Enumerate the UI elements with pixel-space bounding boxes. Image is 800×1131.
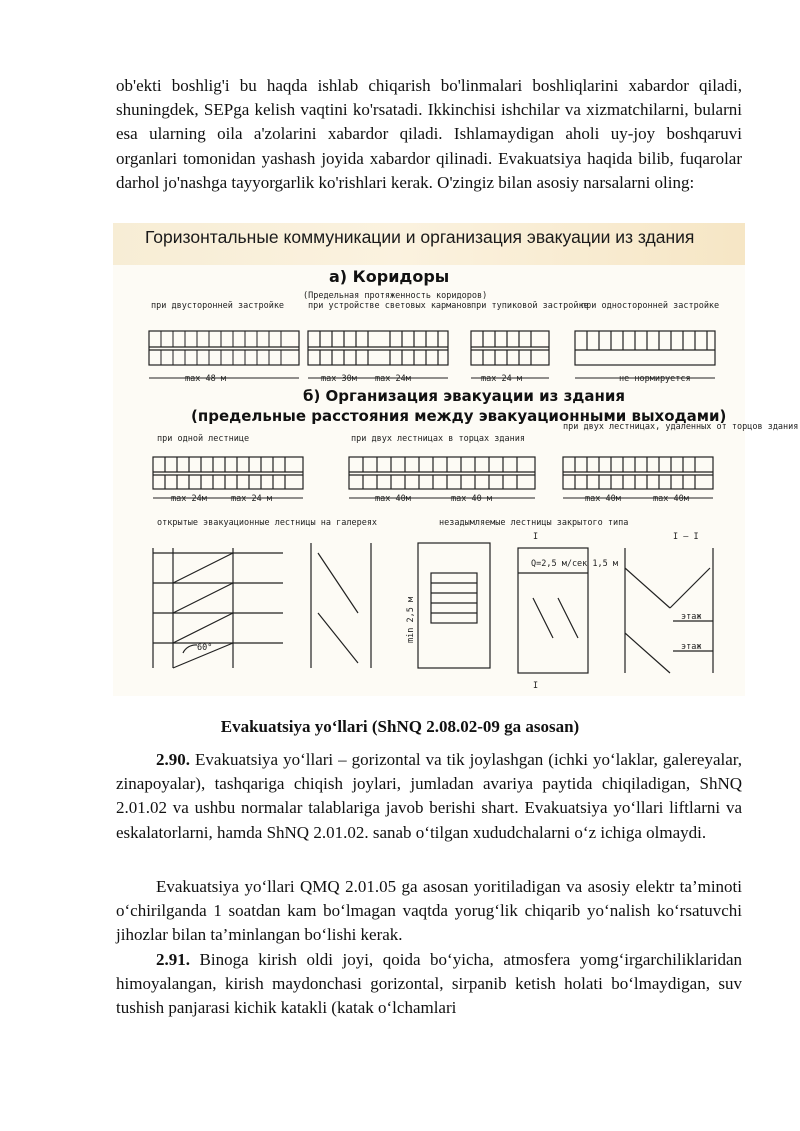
corridor-plan-double (149, 331, 299, 365)
section-a-subtitle: (Предельная протяженность коридоров) (303, 291, 488, 301)
a-label-2: при устройстве световых карманов (308, 301, 472, 311)
corridor-plan-light-pockets (308, 331, 448, 365)
a-label-4: при односторонней застройке (581, 301, 720, 311)
c-label-2: незадымляемые лестницы закрытого типа (439, 518, 629, 528)
corridor-plan-single (575, 331, 715, 365)
section-i-i-mark: I – I (673, 532, 699, 542)
b-dim-6: max 40м (653, 494, 689, 504)
section-a-title: а) Коридоры (329, 267, 450, 286)
airflow-mark: Q=2,5 м/сек 1,5 м (531, 559, 618, 569)
a-dim-5: не нормируется (619, 374, 691, 384)
figure-caption: Evakuatsiya yo‘llari (ShNQ 2.08.02-09 ga asosan) (220, 717, 580, 736)
c-label-1: открытые эвакуационные лестницы на галереях (157, 518, 378, 528)
a-dim-4: max 24 м (481, 374, 522, 384)
b-dim-3: max 40м (375, 494, 411, 504)
b-label-1: при одной лестнице (157, 434, 250, 444)
figure-title: Горизонтальные коммуникации и организация эвакуации из здания (145, 227, 695, 247)
evac-plan-two-end-stairs (349, 457, 535, 489)
b-label-2: при двух лестницах в торцах здания (351, 434, 525, 444)
evac-plan-one-stair (153, 457, 303, 489)
a-dim-2: max 30м (321, 374, 357, 384)
figure-drawing (113, 223, 799, 696)
intro-paragraph: ob'ekti boshlig'i bu haqda ishlab chiqarish bo'linmalari boshliqlarini xabardor qiladi, shuningdek, SEPga kelish vaqtini ko'rsatadi. Ikkinchisi ishchilar va xizmatchilarni, bularni esa ularning oila a'zolarini xabardor qiladi. Ishlamaydigan aholi uy-joy boshqaruvi organlari tomonidan yashash joyida xabardor qilinadi. Evakuatsiya haqida bilib, fuqarolar darhol jo'nashga tayyorgarlik ko'rishlari kerak. O'zingiz bilan asosiy narsalarni oling: (116, 76, 742, 192)
paragraph-2-90 (116, 748, 742, 845)
evacuation-figure (113, 223, 799, 696)
b-dim-1: max 24м (171, 494, 207, 504)
evac-plan-two-inner-stairs (563, 457, 713, 489)
section-b-subtitle: (предельные расстояния между эвакуационными выходами) (191, 407, 727, 425)
section-stairs-drawing (311, 543, 371, 668)
floor-mark-2: этаж (681, 642, 702, 652)
section-mark-top: I (533, 532, 539, 542)
section-b-title: б) Организация эвакуации из здания (303, 387, 626, 405)
section-mark-bottom: I (533, 681, 539, 691)
b-dim-2: max 24 м (231, 494, 272, 504)
min-height-mark: min 2,5 м (406, 596, 416, 643)
a-label-3: при тупиковой застройке (471, 301, 589, 311)
closed-stair-section (625, 548, 713, 673)
paragraph-2-91 (116, 948, 742, 1021)
a-dim-1: max 48 м (185, 374, 226, 384)
angle-mark: 60° (197, 643, 213, 653)
b-dim-5: max 40м (585, 494, 621, 504)
paragraph-lighting-text: Evakuatsiya yo‘llari QMQ 2.01.05 ga asosan yoritiladigan va asosiy elektr ta’minoti o‘chirilganda 1 soatdan kam bo‘lmagan vaqtda yorug‘lik chiqarib yo‘nalish ko‘rsatuvchi jihozlar bilan ta’minlangan bo‘lishi kerak. (116, 877, 742, 945)
paragraph-2-90-text: Evakuatsiya yo‘llari – gorizontal va tik joylashgan (ichki yo‘laklar, galereyalar, zinapoyalar), tashqariga chiqish joylari, jumladan avariya paytida chiqiladigan, ShNQ 2.01.02 va ushbu normalar talablariga javob berishi shart. Evakuatsiya yo‘llari liftlarni va eskalatorlarni, hamda ShNQ 2.01.02. sanab o‘tilgan xududchalarni o‘z ichiga olmaydi. (116, 750, 742, 842)
a-dim-3: max 24м (375, 374, 411, 384)
b-label-3: при двух лестницах, удаленных от торцов здания (563, 422, 799, 432)
paragraph-lighting (116, 875, 742, 948)
corridor-plan-deadend (471, 331, 549, 365)
paragraph-2-91-text: Binoga kirish oldi joyi, qoida bo‘yicha, atmosfera yomg‘irgarchiliklaridan himoyalangan, kirish maydonchasi gorizontal, sirpanib ketish holati bo‘lmaydigan, suv tushish panjarasi kichik katakli (katak o‘lchamlari (116, 950, 742, 1018)
gallery-stairs-drawing (153, 548, 283, 668)
floor-mark-1: этаж (681, 612, 702, 622)
closed-stair-plan-1 (418, 543, 490, 668)
b-dim-4: max 40 м (451, 494, 492, 504)
paragraph-2-90-number: 2.90. (156, 750, 190, 769)
a-label-1: при двусторонней застройке (151, 301, 285, 311)
paragraph-2-91-number: 2.91. (156, 950, 190, 969)
